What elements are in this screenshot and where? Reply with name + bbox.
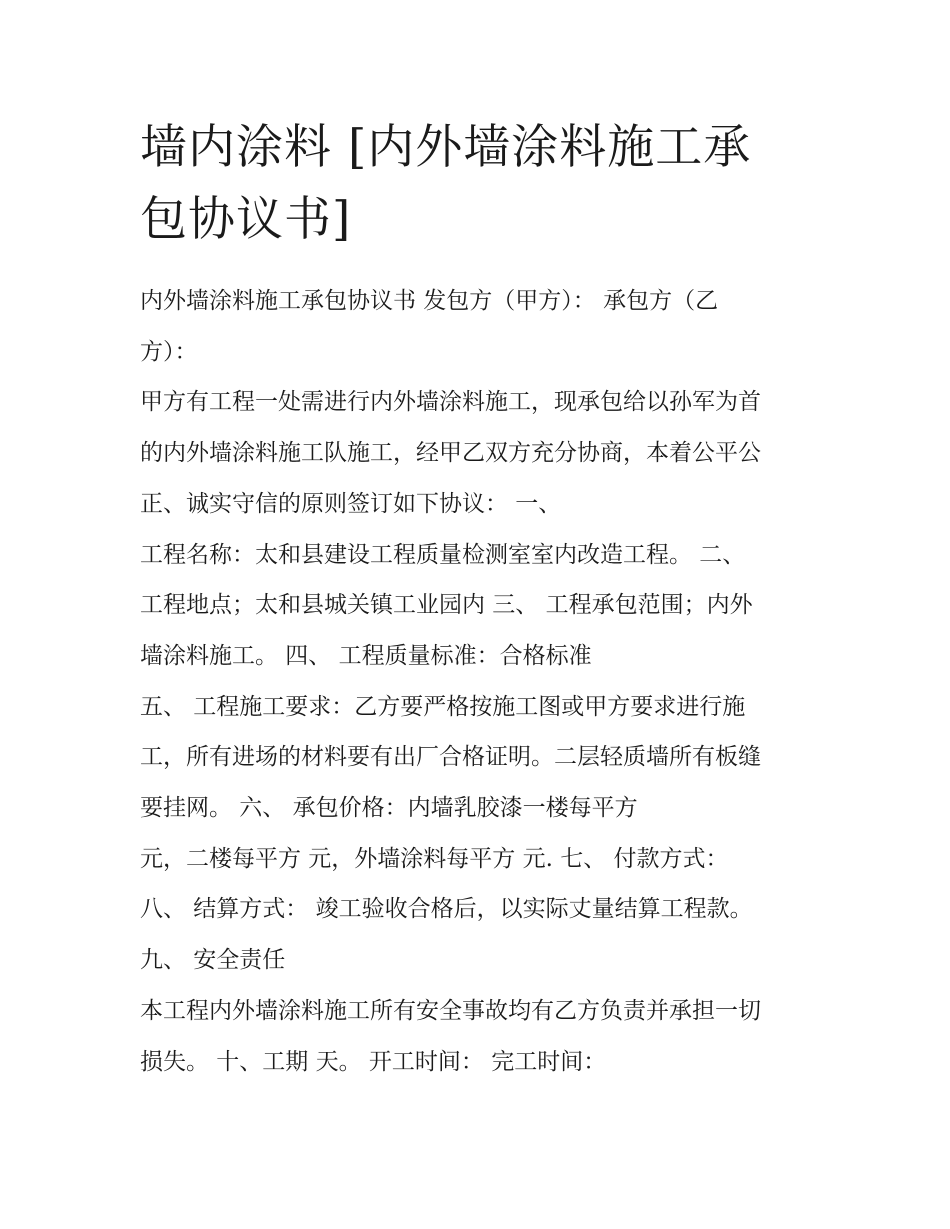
- body-line-12: 元，二楼每平方 元，外墙涂料每平方 元. 七、 付款方式：: [140, 845, 729, 872]
- document-body: [140, 276, 830, 1087]
- body-line-5: 正、诚实守信的原则签订如下协议： 一、: [140, 490, 562, 517]
- body-line-9: 五、 工程施工要求：乙方要严格按施工图或甲方要求进行施: [140, 693, 746, 720]
- body-line-13: 八、 结算方式： 竣工验收合格后，以实际丈量结算工程款。: [140, 896, 753, 923]
- body-line-3: 甲方有工程一处需进行内外墙涂料施工，现承包给以孙军为首: [140, 389, 761, 416]
- title-line-2: 包协议书]: [140, 192, 352, 247]
- body-line-14: 九、 安全责任: [140, 947, 286, 974]
- body-line-4: 的内外墙涂料施工队施工，经甲乙双方充分协商，本着公平公: [140, 440, 761, 467]
- title-line-1: 墙内涂料 [内外墙涂料施工承: [140, 120, 752, 175]
- body-line-6: 工程名称：太和县建设工程质量检测室室内改造工程。 二、: [140, 541, 746, 568]
- body-line-2: 方）：: [140, 338, 198, 365]
- body-line-15: 本工程内外墙涂料施工所有安全事故均有乙方负责并承担一切: [140, 997, 761, 1024]
- body-line-10: 工，所有进场的材料要有出厂合格证明。二层轻质墙所有板缝: [140, 744, 761, 771]
- body-line-16: 损失。 十、工期 天。 开工时间： 完工时间：: [140, 1048, 607, 1075]
- document-title: [140, 112, 820, 256]
- body-line-1: 内外墙涂料施工承包协议书 发包方（甲方）： 承包方（乙: [140, 288, 719, 314]
- body-line-8: 墙涂料施工。 四、 工程质量标准：合格标准: [140, 642, 592, 669]
- body-line-7: 工程地点；太和县城关镇工业园内 三、 工程承包范围；内外: [140, 592, 753, 619]
- body-line-11: 要挂网。 六、 承包价格：内墙乳胶漆一楼每平方: [140, 795, 638, 822]
